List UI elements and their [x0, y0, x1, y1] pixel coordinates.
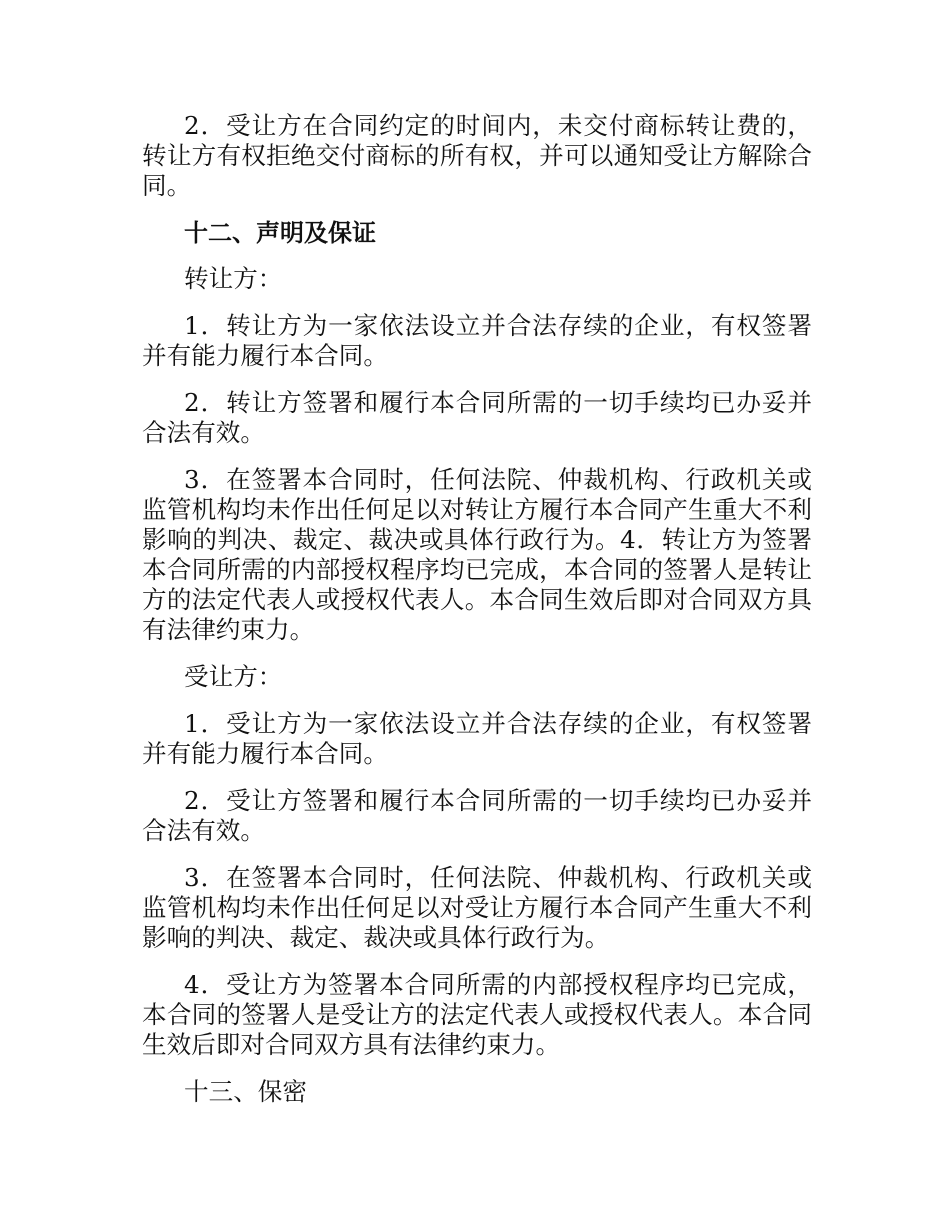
paragraph-assignee-clause-3: 3．在签署本合同时，任何法院、仲裁机构、行政机关或监管机构均未作出任何足以对受让方履行本合同产生重大不利影响的判决、裁定、裁决或具体行政行为。 — [142, 863, 812, 952]
paragraph-assignee-payment-default: 2．受让方在合同约定的时间内，未交付商标转让费的，转让方有权拒绝交付商标的所有权，并可以通知受让方解除合同。 — [142, 111, 812, 200]
document-body — [142, 111, 812, 1124]
paragraph-assignor-clause-1: 1．转让方为一家依法设立并合法存续的企业，有权签署并有能力履行本合同。 — [142, 311, 812, 370]
section-heading-confidentiality: 十三、保密 — [184, 1077, 307, 1106]
paragraph-assignor-clause-2: 2．转让方签署和履行本合同所需的一切手续均已办妥并合法有效。 — [142, 388, 812, 447]
party-label-assignee: 受让方： — [184, 662, 283, 691]
party-label-assignor: 转让方： — [184, 264, 283, 293]
section-heading-declarations: 十二、声明及保证 — [184, 219, 376, 247]
paragraph-assignor-clause-3-4: 3．在签署本合同时，任何法院、仲裁机构、行政机关或监管机构均未作出任何足以对转让方履行本合同产生重大不利影响的判决、裁定、裁决或具体行政行为。4．转让方为签署本合同所需的内部授权程序均已完成，本合同的签署人是转让方的法定代表人或授权代表人。本合同生效后即对合同双方具有法律约束力。 — [142, 465, 812, 644]
paragraph-assignee-clause-2: 2．受让方签署和履行本合同所需的一切手续均已办妥并合法有效。 — [142, 786, 812, 845]
paragraph-assignee-clause-4: 4．受让方为签署本合同所需的内部授权程序均已完成，本合同的签署人是受让方的法定代表人或授权代表人。本合同生效后即对合同双方具有法律约束力。 — [142, 970, 812, 1059]
paragraph-assignee-clause-1: 1．受让方为一家依法设立并合法存续的企业，有权签署并有能力履行本合同。 — [142, 709, 812, 768]
